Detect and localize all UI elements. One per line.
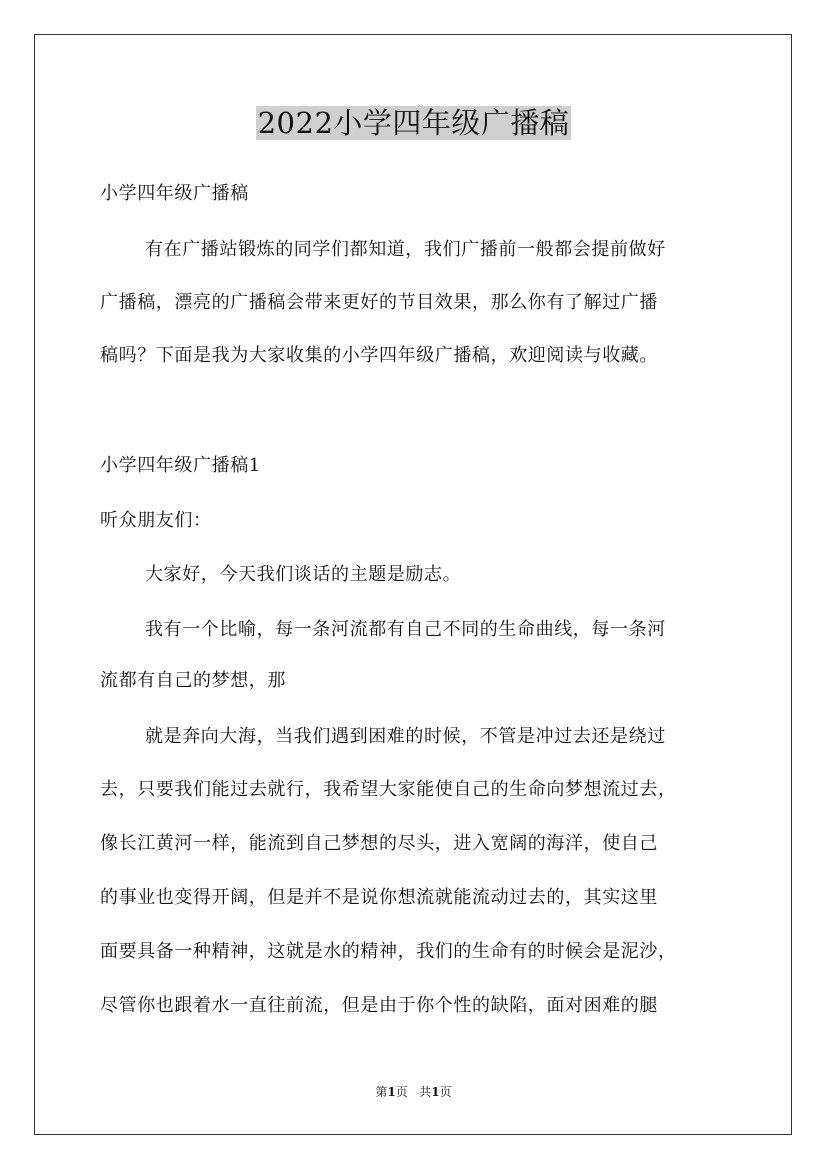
intro-line-2: 广播稿，漂亮的广播稿会带来更好的节目效果，那么你有了解过广播 <box>100 292 658 313</box>
body-line-1: 大家好，今天我们谈话的主题是励志。 <box>145 564 462 585</box>
document-subtitle: 小学四年级广播稿 <box>100 183 249 204</box>
body-line-6: 像长江黄河一样，能流到自己梦想的尽头，进入宽阔的海洋，使自己 <box>100 833 658 854</box>
body-line-5: 去，只要我们能过去就行，我希望大家能使自己的生命向梦想流过去， <box>100 779 677 800</box>
footer-page-unit: 页 <box>395 1085 408 1099</box>
intro-line-3: 稿吗？下面是我为大家收集的小学四年级广播稿，欢迎阅读与收藏。 <box>100 345 658 366</box>
page-footer <box>0 1084 827 1100</box>
document-title <box>0 104 827 142</box>
body-line-2: 我有一个比喻，每一条河流都有自己不同的生命曲线，每一条河 <box>145 619 666 640</box>
body-line-4: 就是奔向大海，当我们遇到困难的时候，不管是冲过去还是绕过 <box>145 726 666 747</box>
body-line-8: 面要具备一种精神，这就是水的精神，我们的生命有的时候会是泥沙， <box>100 941 677 962</box>
body-line-7: 的事业也变得开阔，但是并不是说你想流就能流动过去的，其实这里 <box>100 887 658 908</box>
body-line-9: 尽管你也跟着水一直往前流，但是由于你个性的缺陷，面对困难的腿 <box>100 995 658 1016</box>
body-line-3: 流都有自己的梦想，那 <box>100 670 286 691</box>
document-title-text: 2022小学四年级广播稿 <box>257 106 570 140</box>
footer-total-pages: 1 <box>431 1085 440 1099</box>
footer-total-prefix: 共 <box>419 1085 432 1099</box>
footer-total-unit: 页 <box>439 1085 452 1099</box>
footer-page-number: 1 <box>387 1085 396 1099</box>
section-heading: 小学四年级广播稿1 <box>100 455 261 476</box>
intro-line-1: 有在广播站锻炼的同学们都知道，我们广播前一般都会提前做好 <box>145 239 666 260</box>
footer-prefix: 第 <box>375 1085 388 1099</box>
salutation: 听众朋友们： <box>100 510 212 531</box>
